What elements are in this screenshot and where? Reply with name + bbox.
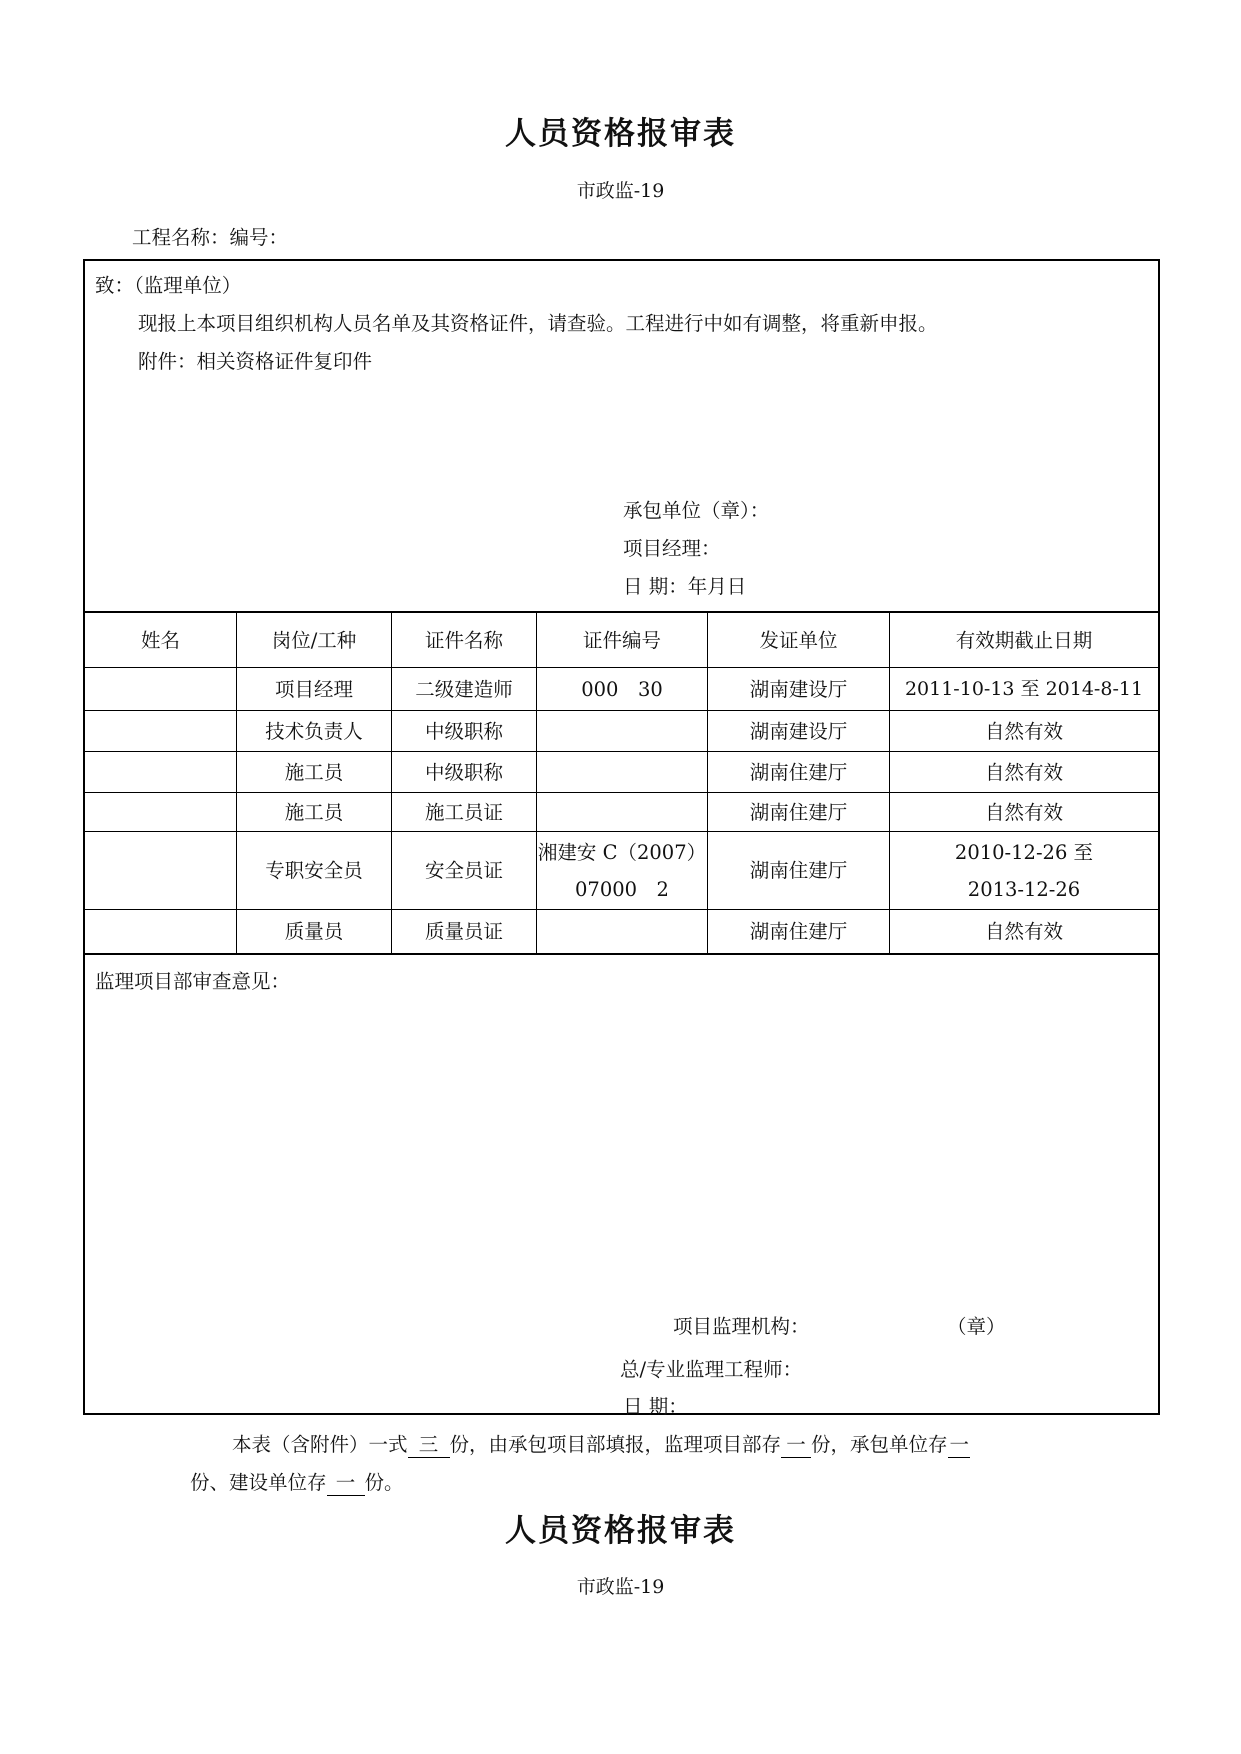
cell-cert-number xyxy=(537,832,707,909)
cell-issuer: 湖南住建厅 xyxy=(749,920,848,943)
copies-note-line1 xyxy=(232,1429,970,1458)
contractor-seal-label: 承包单位（章）： xyxy=(623,499,770,522)
cell-cert-number xyxy=(537,910,707,953)
chief-engineer-label: 总/专业监理工程师： xyxy=(620,1358,803,1381)
copies-supervision: 一 xyxy=(781,1429,811,1458)
form-code-repeat: 市政监-19 xyxy=(576,1576,665,1598)
copies-text: 份，由承包项目部填报，监理项目部存 xyxy=(449,1433,782,1456)
header-issuer: 发证单位 xyxy=(759,628,838,652)
cell-certificate: 施工员证 xyxy=(424,800,503,824)
cell-issuer: 湖南住建厅 xyxy=(749,800,848,824)
cell-certificate: 二级建造师 xyxy=(415,677,513,701)
cell-validity xyxy=(890,832,1158,909)
cell-name xyxy=(85,793,236,831)
form-code: 市政监-19 xyxy=(576,180,665,202)
cell-certificate: 质量员证 xyxy=(424,920,503,943)
header-certificate: 证件名称 xyxy=(424,628,503,652)
addressee-line: 致：（监理单位） xyxy=(95,274,242,297)
cell-position: 质量员 xyxy=(284,920,344,943)
cell-cert-number xyxy=(537,711,707,751)
cell-validity: 2011-10-13 至 2014-8-11 xyxy=(904,677,1144,700)
copies-note-line2 xyxy=(190,1467,404,1496)
page-title: 人员资格报审表 xyxy=(505,116,736,152)
cell-cert-number: 000 30 xyxy=(581,677,663,701)
supervision-org-label: 项目监理机构： xyxy=(673,1315,810,1338)
header-name: 姓名 xyxy=(140,628,180,652)
table-bottom-rule xyxy=(83,953,1160,955)
cell-position: 专职安全员 xyxy=(265,859,363,882)
cell-issuer: 湖南住建厅 xyxy=(749,760,848,784)
copies-total: 三 xyxy=(408,1429,450,1458)
cert-number-line: 07000 2 xyxy=(575,877,669,901)
declaration-text: 现报上本项目组织机构人员名单及其资格证件，请查验。工程进行中如有调整，将重新申报。 xyxy=(138,312,938,335)
header-position: 岗位/工种 xyxy=(271,628,357,652)
submission-date-label: 日 期：年月日 xyxy=(623,575,747,598)
cell-validity: 自然有效 xyxy=(984,800,1063,824)
project-manager-label: 项目经理： xyxy=(623,537,721,560)
cell-certificate: 安全员证 xyxy=(424,859,503,882)
cell-name xyxy=(85,910,236,953)
cell-validity: 自然有效 xyxy=(984,920,1063,943)
cell-position: 技术负责人 xyxy=(265,719,363,743)
cell-name xyxy=(85,752,236,792)
cell-cert-number xyxy=(537,793,707,831)
project-name-line: 工程名称：编号： xyxy=(132,226,289,249)
cell-cert-number xyxy=(537,752,707,792)
cell-position: 施工员 xyxy=(284,800,344,824)
cell-name xyxy=(85,832,236,909)
header-validity: 有效期截止日期 xyxy=(955,628,1093,652)
cell-validity: 自然有效 xyxy=(984,760,1063,784)
cell-certificate: 中级职称 xyxy=(424,760,503,784)
cell-issuer: 湖南建设厅 xyxy=(749,677,848,701)
copies-contractor: 一 xyxy=(948,1429,970,1458)
review-opinion-label: 监理项目部审查意见： xyxy=(95,970,291,993)
cell-certificate: 中级职称 xyxy=(424,719,503,743)
cell-position: 项目经理 xyxy=(274,677,353,701)
copies-owner: 一 xyxy=(327,1467,365,1496)
cert-number-line: 湘建安 C（2007） xyxy=(537,840,707,864)
copies-text: 份、建设单位存 xyxy=(190,1471,327,1494)
cell-name xyxy=(85,668,236,710)
copies-text: 本表（含附件）一式 xyxy=(232,1433,408,1456)
copies-text: 份。 xyxy=(364,1471,404,1494)
attachment-line: 附件：相关资格证件复印件 xyxy=(138,350,373,373)
cell-position: 施工员 xyxy=(284,760,344,784)
seal-mark: （章） xyxy=(947,1315,1006,1338)
header-cert-number: 证件编号 xyxy=(582,628,661,652)
cell-name xyxy=(85,711,236,751)
review-date-label: 日 期： xyxy=(623,1395,688,1418)
cell-issuer: 湖南住建厅 xyxy=(749,859,848,882)
validity-line: 2010-12-26 至 xyxy=(954,840,1094,864)
cell-issuer: 湖南建设厅 xyxy=(749,719,848,743)
page-title-repeat: 人员资格报审表 xyxy=(505,1513,736,1549)
cell-validity: 自然有效 xyxy=(984,719,1063,743)
copies-text: 份，承包单位存 xyxy=(811,1433,948,1456)
validity-line: 2013-12-26 xyxy=(967,877,1081,901)
